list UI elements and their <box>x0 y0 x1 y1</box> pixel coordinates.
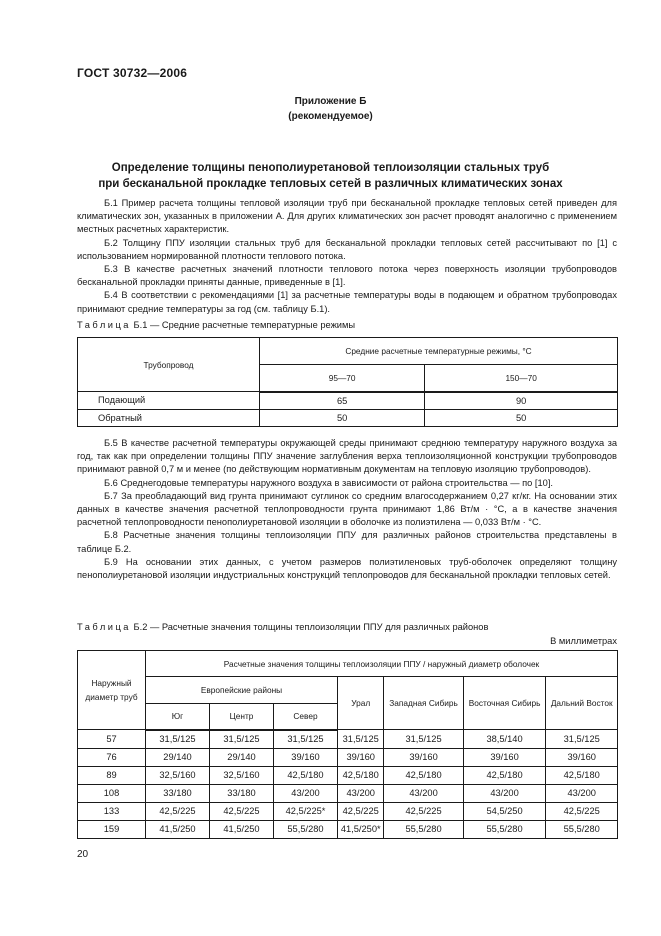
table2-cell: 43/200 <box>384 784 463 802</box>
table2-cell: 54,5/250 <box>463 802 546 820</box>
table2-region-header: Урал <box>338 677 384 730</box>
table2-cell: 42,5/225 <box>338 802 384 820</box>
table-row <box>78 730 618 749</box>
table-row <box>78 784 618 802</box>
paragraph-b7: Б.7 За преобладающий вид грунта принимают суглинок со средним влагосодержанием 0,27 кг/кг. На основании этих данных в качестве значения расчетной теплопроводности грунта принимают 1,86 Вт/м · °С, а в качестве значения расчетной теплопроводности пенополиуретановой изоляции в оболочке из полиэтилена — 0,033 Вт/м · °С. <box>77 490 617 528</box>
table2-cell: 55,5/280 <box>546 820 618 838</box>
table2-cell: 42,5/225 <box>384 802 463 820</box>
table-b1 <box>77 337 618 427</box>
table2-cell: 31,5/125 <box>274 730 338 749</box>
table1-subheader: 95—70 <box>260 365 425 392</box>
paragraph-b1: Б.1 Пример расчета толщины тепловой изоляции труб при бесканальной прокладке тепловых сетей приведен для климатических зон, указанных в приложении А. Для других климатических зон расчет проводят аналогично с применением местных расчетных характеристик. <box>77 198 617 235</box>
table2-cell: 42,5/225* <box>274 802 338 820</box>
table2-cell: 33/180 <box>146 784 210 802</box>
paragraph-b6: Б.6 Среднегодовые температуры наружного воздуха в зависимости от района строительства — по [10]. <box>104 477 554 488</box>
appendix-label: Приложение Б <box>294 96 367 107</box>
table2-cell: 41,5/250* <box>338 820 384 838</box>
table2-subheader: Север <box>274 704 338 730</box>
paragraph-b4: Б.4 В соответствии с рекомендациями [1] за расчетные температуры воды в подающем и обратном трубопроводах принимают средние температуры за год (см. таблицу Б.1). <box>77 290 617 314</box>
table-row <box>78 392 618 410</box>
table2-caption-prefix: Таблица <box>77 622 131 632</box>
paragraphs-middle <box>77 437 617 582</box>
table2-cell: 33/180 <box>210 784 274 802</box>
table2-cell: 41,5/250 <box>210 820 274 838</box>
table2-cell: 55,5/280 <box>274 820 338 838</box>
table2-diameter: 133 <box>78 802 146 820</box>
table2-cell: 42,5/180 <box>546 766 618 784</box>
table-row <box>78 409 618 426</box>
paragraphs-top <box>77 197 617 316</box>
table2-diameter: 76 <box>78 748 146 766</box>
table2-cell: 42,5/180 <box>463 766 546 784</box>
document-header: ГОСТ 30732—2006 <box>77 66 188 80</box>
table1-cell: 65 <box>260 392 425 410</box>
table2-region-header: Западная Сибирь <box>384 677 463 730</box>
table2-cell: 42,5/225 <box>546 802 618 820</box>
table2-cell: 39/160 <box>546 748 618 766</box>
table2-cell: 32,5/160 <box>146 766 210 784</box>
table1-col-header: Трубопровод <box>78 338 260 392</box>
table2-cell: 31,5/125 <box>546 730 618 749</box>
table-row <box>78 802 618 820</box>
table-row <box>78 820 618 838</box>
table2-cell: 55,5/280 <box>463 820 546 838</box>
table2-region-header: Восточная Сибирь <box>463 677 546 730</box>
table2-caption <box>77 622 488 632</box>
table-b2 <box>77 650 618 839</box>
table2-subheader: Юг <box>146 704 210 730</box>
table2-cell: 39/160 <box>463 748 546 766</box>
appendix-status: (рекомендуемое) <box>288 111 373 122</box>
table2-diameter: 159 <box>78 820 146 838</box>
table2-cell: 29/140 <box>146 748 210 766</box>
table2-subheader: Центр <box>210 704 274 730</box>
paragraph-b9: Б.9 На основании этих данных, с учетом размеров полиэтиленовых труб-оболочек определяют толщину пенополиуретановой изоляции индустриальных конструкций теплопроводов для бесканальной прокладки тепловых сетей. <box>77 556 617 581</box>
table2-region-header: Дальний Восток <box>546 677 618 730</box>
table2-group-header: Расчетные значения толщины теплоизоляции ППУ / наружный диаметр оболочек <box>146 651 618 677</box>
table2-col-header: Наружный диаметр труб <box>78 651 146 730</box>
table1-cell: 50 <box>425 409 618 426</box>
table2-european-header: Европейские районы <box>146 677 338 704</box>
table2-cell: 42,5/180 <box>338 766 384 784</box>
table2-cell: 55,5/280 <box>384 820 463 838</box>
table2-cell: 31,5/125 <box>338 730 384 749</box>
table2-cell: 31,5/125 <box>146 730 210 749</box>
table1-group-header: Средние расчетные температурные режимы, °С <box>260 338 618 365</box>
paragraph-b8: Б.8 Расчетные значения толщины теплоизоляции ППУ для различных районов строительства представлены в таблице Б.2. <box>77 530 617 554</box>
table2-cell: 41,5/250 <box>146 820 210 838</box>
paragraph-b2: Б.2 Толщину ППУ изоляции стальных труб для бесканальной прокладки тепловых сетей рассчитывают по [1] с использованием нормированной плотности теплового потока. <box>77 237 617 261</box>
table2-cell: 43/200 <box>546 784 618 802</box>
table2-units: В миллиметрах <box>550 636 617 646</box>
table2-cell: 39/160 <box>338 748 384 766</box>
paragraph-b5: Б.5 В качестве расчетной температуры окружающей среды принимают среднюю температуру наружного воздуха за год, так как при определении толщины ППУ значение заглубления верха теплоизоляционной конструкции трубопроводов принимают равной 0,7 м и менее (по действующим нормативным документам на тепловую изоляцию трубопроводов). <box>77 438 617 475</box>
table1-row-label: Обратный <box>78 409 260 426</box>
table2-cell: 42,5/225 <box>146 802 210 820</box>
table2-cell: 38,5/140 <box>463 730 546 749</box>
table1-caption-text: Б.1 — Средние расчетные температурные режимы <box>130 320 356 330</box>
table2-cell: 43/200 <box>463 784 546 802</box>
table2-cell: 29/140 <box>210 748 274 766</box>
table1-cell: 90 <box>425 392 618 410</box>
table2-cell: 31,5/125 <box>384 730 463 749</box>
section-title-line1: Определение толщины пенополиуретановой теплоизоляции стальных труб <box>111 162 550 174</box>
table1-cell: 50 <box>260 409 425 426</box>
table2-cell: 32,5/160 <box>210 766 274 784</box>
table2-cell: 31,5/125 <box>210 730 274 749</box>
table1-caption-prefix: Таблица <box>77 320 131 330</box>
table2-caption-text: Б.2 — Расчетные значения толщины теплоизоляции ППУ для различных районов <box>130 622 489 632</box>
table2-diameter: 108 <box>78 784 146 802</box>
table2-cell: 43/200 <box>338 784 384 802</box>
table2-cell: 39/160 <box>274 748 338 766</box>
table-row <box>78 766 618 784</box>
table2-diameter: 89 <box>78 766 146 784</box>
table2-cell: 42,5/225 <box>210 802 274 820</box>
table2-cell: 39/160 <box>384 748 463 766</box>
table2-cell: 43/200 <box>274 784 338 802</box>
table1-caption <box>77 320 355 330</box>
table1-row-label: Подающий <box>78 392 260 410</box>
section-title-line2: при бесканальной прокладке тепловых сетей в различных климатических зонах <box>98 178 563 190</box>
table1-subheader: 150—70 <box>425 365 618 392</box>
table-row <box>78 748 618 766</box>
paragraph-b3: Б.3 В качестве расчетных значений плотности теплового потока через поверхность изоляции трубопроводов бесканальной прокладки приняты данные, приведенные в [1]. <box>77 264 617 288</box>
table2-cell: 42,5/180 <box>274 766 338 784</box>
page-number: 20 <box>77 849 89 860</box>
table2-cell: 42,5/180 <box>384 766 463 784</box>
table2-diameter: 57 <box>78 730 146 749</box>
